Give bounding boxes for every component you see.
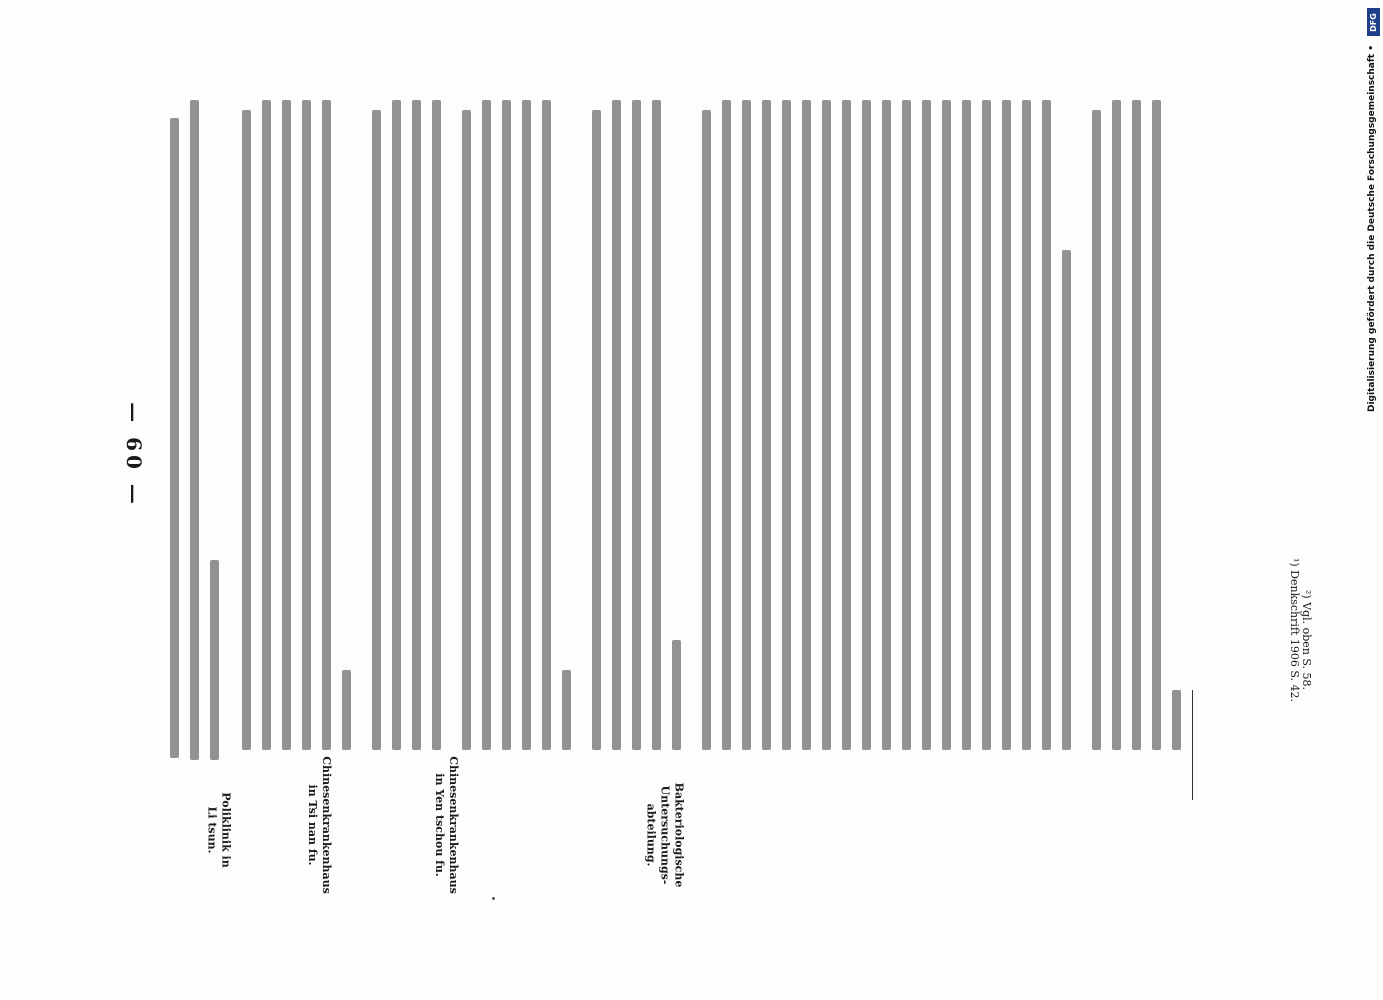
text-line <box>822 100 831 750</box>
dfg-logo <box>1367 8 1380 36</box>
text-line <box>372 110 381 750</box>
text-line <box>1022 100 1031 750</box>
text-line <box>1002 100 1011 750</box>
margin-heading-poliklinik <box>158 780 234 880</box>
text-line <box>782 100 791 750</box>
footnote-text: ¹) Denkschrift 1906 S. 42. <box>1288 557 1301 703</box>
text-line <box>702 110 711 750</box>
text-line <box>962 100 971 750</box>
margin-heading-text: Poliklinik in Li tsun. <box>206 792 234 868</box>
text-line <box>652 100 661 750</box>
text-line <box>502 100 511 750</box>
text-line <box>242 110 251 750</box>
text-line <box>432 100 441 750</box>
text-line <box>462 110 471 750</box>
text-line <box>482 100 491 750</box>
text-line <box>210 560 219 760</box>
text-line <box>1112 100 1121 750</box>
dfg-credit-text: Digitalisierung gefördert durch die Deutsche Forschungsgemeinschaft • <box>1367 45 1377 412</box>
text-line <box>342 670 351 750</box>
text-line <box>722 100 731 750</box>
dfg-logo-text: DFG <box>1369 12 1379 32</box>
margin-heading-text: Chinesenkrankenhaus in Tsi nan fu. <box>306 756 333 894</box>
text-line <box>262 100 271 750</box>
text-line <box>592 110 601 750</box>
text-line <box>170 118 179 758</box>
text-line <box>942 100 951 750</box>
text-line <box>632 100 641 750</box>
text-line <box>612 100 621 750</box>
text-line <box>862 100 871 750</box>
text-line <box>322 100 331 750</box>
text-line <box>302 100 311 750</box>
text-line <box>842 100 851 750</box>
footnote-rule <box>1192 690 1193 800</box>
text-line <box>392 100 401 750</box>
text-line <box>282 100 291 750</box>
text-line <box>762 100 771 750</box>
text-line <box>742 100 751 750</box>
scan-speck <box>492 897 495 900</box>
page-number-text: — 60 — <box>122 402 147 508</box>
text-line <box>672 640 681 750</box>
text-line <box>522 100 531 750</box>
text-line <box>902 100 911 750</box>
margin-heading-text: Bakteriologische Untersuchungs- abteilung. <box>644 782 685 888</box>
text-line <box>982 100 991 750</box>
text-line <box>190 100 199 760</box>
margin-heading-bakteriologisch <box>605 780 685 890</box>
text-line <box>1092 110 1101 750</box>
text-line <box>1062 250 1071 750</box>
margin-heading-chinesenkrankenhaus-tsinanfu <box>243 756 333 894</box>
text-line <box>542 100 551 750</box>
text-line <box>412 100 421 750</box>
text-line <box>802 100 811 750</box>
margin-heading-chinesenkrankenhaus-yentschoufu <box>370 756 460 894</box>
text-line <box>562 670 571 750</box>
dfg-credit <box>1364 40 1382 430</box>
margin-heading-text: Chinesenkrankenhaus in Yen tschou fu. <box>433 756 460 894</box>
text-line <box>922 100 931 750</box>
page-number <box>114 400 154 510</box>
text-line <box>1042 100 1051 750</box>
footnote-text: ²) Vgl. oben S. 58. <box>1300 589 1313 691</box>
text-line <box>882 100 891 750</box>
